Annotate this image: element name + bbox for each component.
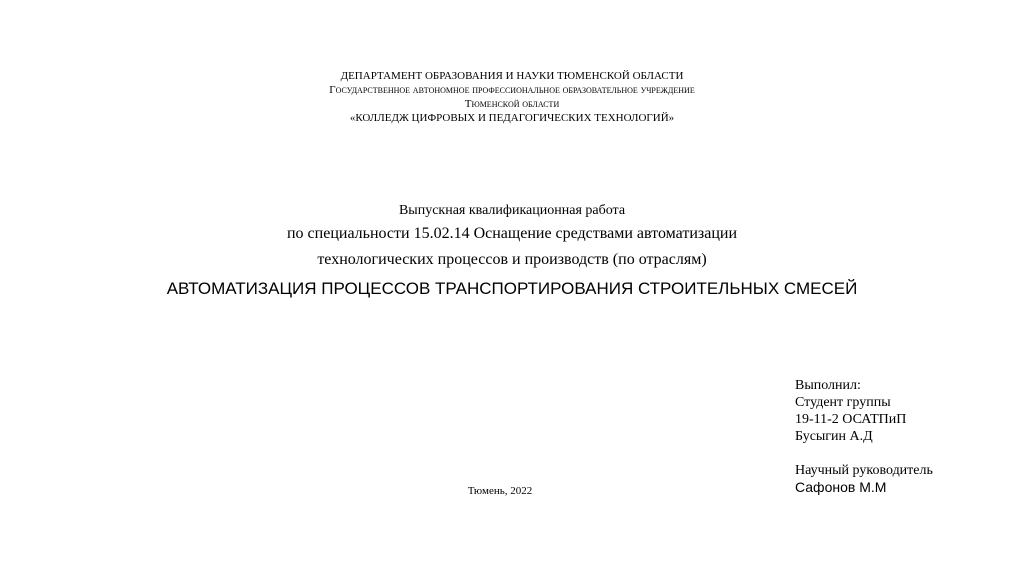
supervisor-name: Сафонов М.М xyxy=(795,479,887,495)
specialty-line-2: технологических процессов и производств (по отраслям) xyxy=(317,251,707,268)
specialty-line-1: по специальности 15.02.14 Оснащение средствами автоматизации xyxy=(286,225,738,242)
author-group: 19-11-2 ОСАТПиП xyxy=(795,412,907,427)
institution-region: Тюменской области xyxy=(464,98,560,110)
city-year: Тюмень, 2022 xyxy=(467,485,533,497)
author-role: Студент группы xyxy=(795,395,891,410)
title-block xyxy=(0,201,1024,301)
author-name: Бусыгин А.Д xyxy=(795,429,873,444)
work-type: Выпускная квалификационная работа xyxy=(398,203,626,218)
department-name: ДЕПАРТАМЕНТ ОБРАЗОВАНИЯ И НАУКИ ТЮМЕНСКОЙ ОБЛАСТИ xyxy=(340,70,684,82)
author-block xyxy=(795,377,933,496)
supervisor-label: Научный руководитель xyxy=(795,463,933,478)
institution-type: Государственное автономное профессиональное образовательное учреждение xyxy=(329,84,695,96)
institution-header xyxy=(0,69,1024,125)
author-label: Выполнил: xyxy=(795,378,861,393)
college-name: «КОЛЛЕДЖ ЦИФРОВЫХ И ПЕДАГОГИЧЕСКИХ ТЕХНОЛОГИЙ» xyxy=(349,112,675,124)
spacer xyxy=(795,445,933,462)
thesis-topic: АВТОМАТИЗАЦИЯ ПРОЦЕССОВ ТРАНСПОРТИРОВАНИЯ СТРОИТЕЛЬНЫХ СМЕСЕЙ xyxy=(166,279,858,298)
